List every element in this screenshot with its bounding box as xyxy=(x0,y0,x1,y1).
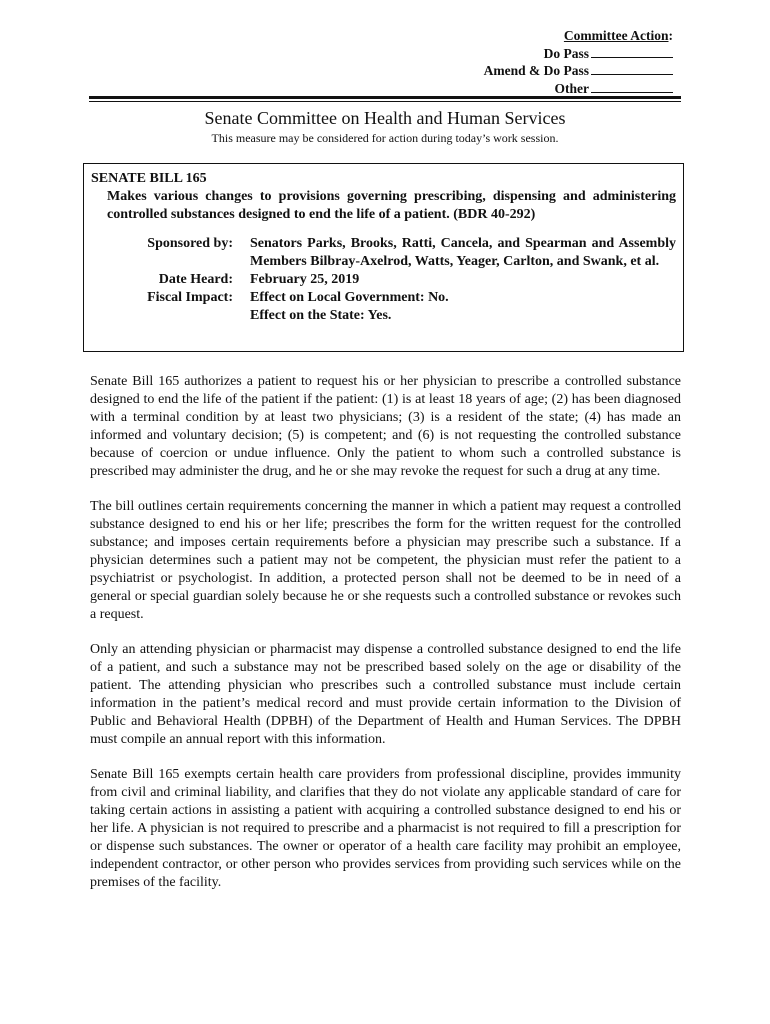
bill-number: SENATE BILL 165 xyxy=(91,171,207,186)
committee-action-other xyxy=(484,80,673,98)
amend-do-pass-label: Amend & Do Pass xyxy=(483,63,589,78)
committee-action-block xyxy=(484,27,673,97)
committee-action-amend-do-pass xyxy=(484,62,673,80)
committee-action-heading-colon: : xyxy=(668,28,673,43)
committee-action-do-pass xyxy=(484,45,673,63)
bill-summary-body xyxy=(90,373,681,909)
fiscal-impact-label: Fiscal Impact: xyxy=(147,290,233,305)
fiscal-impact-local: Effect on Local Government: No. xyxy=(250,290,449,305)
paragraph-dispensing: Only an attending physician or pharmacist may dispense a controlled substance designed to end the life of a patient, and such a substance may not be prescribed based solely on the age or disability of the patient. The attending physician who prescribes such a controlled substance must include certain information in the patient’s medical record and must provide certain information to the Division of Public and Behavioral Health (DPBH) of the Department of Health and Human Services. The DPBH must compile an annual report with this information. xyxy=(90,642,681,747)
fiscal-impact-state: Effect on the State: Yes. xyxy=(250,308,392,323)
header-rule-thick xyxy=(89,96,681,99)
paragraph-authorization: Senate Bill 165 authorizes a patient to request his or her physician to prescribe a controlled substance designed to end the life of the patient if the patient: (1) is at least 18 years of age; (2) has been diagnosed with a terminal condition by at least two physicians; (3) is a resident of the state; (4) has made an informed and voluntary decision; (5) is competent; and (6) is not requesting the controlled substance because of coercion or undue influence. Only the patient to whom such a controlled substance is prescribed may administer the drug, and he or she may revoke the request for such a drug at any time. xyxy=(90,374,681,479)
paragraph-exemptions: Senate Bill 165 exempts certain health care providers from professional discipline, provides immunity from civil and criminal liability, and clarifies that they do not violate any applicable standard of care for taking certain actions in assisting a patient with acquiring a controlled substance designed to end his or her life. A physician is not required to prescribe and a pharmacist is not required to fill a prescription for or dispense such substances. The owner or operator of a health care facility may prohibit an employee, independent contractor, or other person who provides services from providing such services while on the premises of the facility. xyxy=(90,767,681,890)
bill-description: Makes various changes to provisions governing prescribing, dispensing and administering controlled substances designed to end the life of a patient. (BDR 40-292) xyxy=(107,189,676,222)
committee-action-heading: Committee Action xyxy=(563,28,669,43)
amend-do-pass-blank-line xyxy=(591,62,673,75)
other-blank-line xyxy=(591,80,673,93)
sponsored-by-label: Sponsored by: xyxy=(147,236,233,251)
committee-title: Senate Committee on Health and Human Services xyxy=(204,108,566,128)
date-heard-value: February 25, 2019 xyxy=(250,272,360,287)
bill-summary-box xyxy=(83,163,684,352)
other-label: Other xyxy=(554,80,589,96)
bill-fields xyxy=(91,235,676,325)
committee-action-heading-row xyxy=(484,27,673,45)
header-rule-thin xyxy=(89,101,681,102)
committee-subtitle: This measure may be considered for action during today’s work session. xyxy=(211,131,559,145)
fiscal-impact-spacer xyxy=(91,307,233,325)
paragraph-requirements: The bill outlines certain requirements concerning the manner in which a patient may request a controlled substance designed to end his or her life; prescribes the form for the written request for the controlled substance; and imposes certain requirements before a physician may prescribe such a substance. If a physician determines such a patient may not be competent, the physician must refer the patient to a psychiatrist or psychologist. In addition, a protected person shall not be deemed to be in need of a general or special guardian solely because he or she requests such a controlled substance or revokes such a request. xyxy=(90,499,681,622)
do-pass-blank-line xyxy=(591,45,673,58)
do-pass-label: Do Pass xyxy=(543,45,589,61)
date-heard-label: Date Heard: xyxy=(158,272,233,287)
sponsored-by-value: Senators Parks, Brooks, Ratti, Cancela, and Spearman and Assembly Members Bilbray-Axelrod, Watts, Yeager, Carlton, and Swank, et al. xyxy=(250,236,676,269)
